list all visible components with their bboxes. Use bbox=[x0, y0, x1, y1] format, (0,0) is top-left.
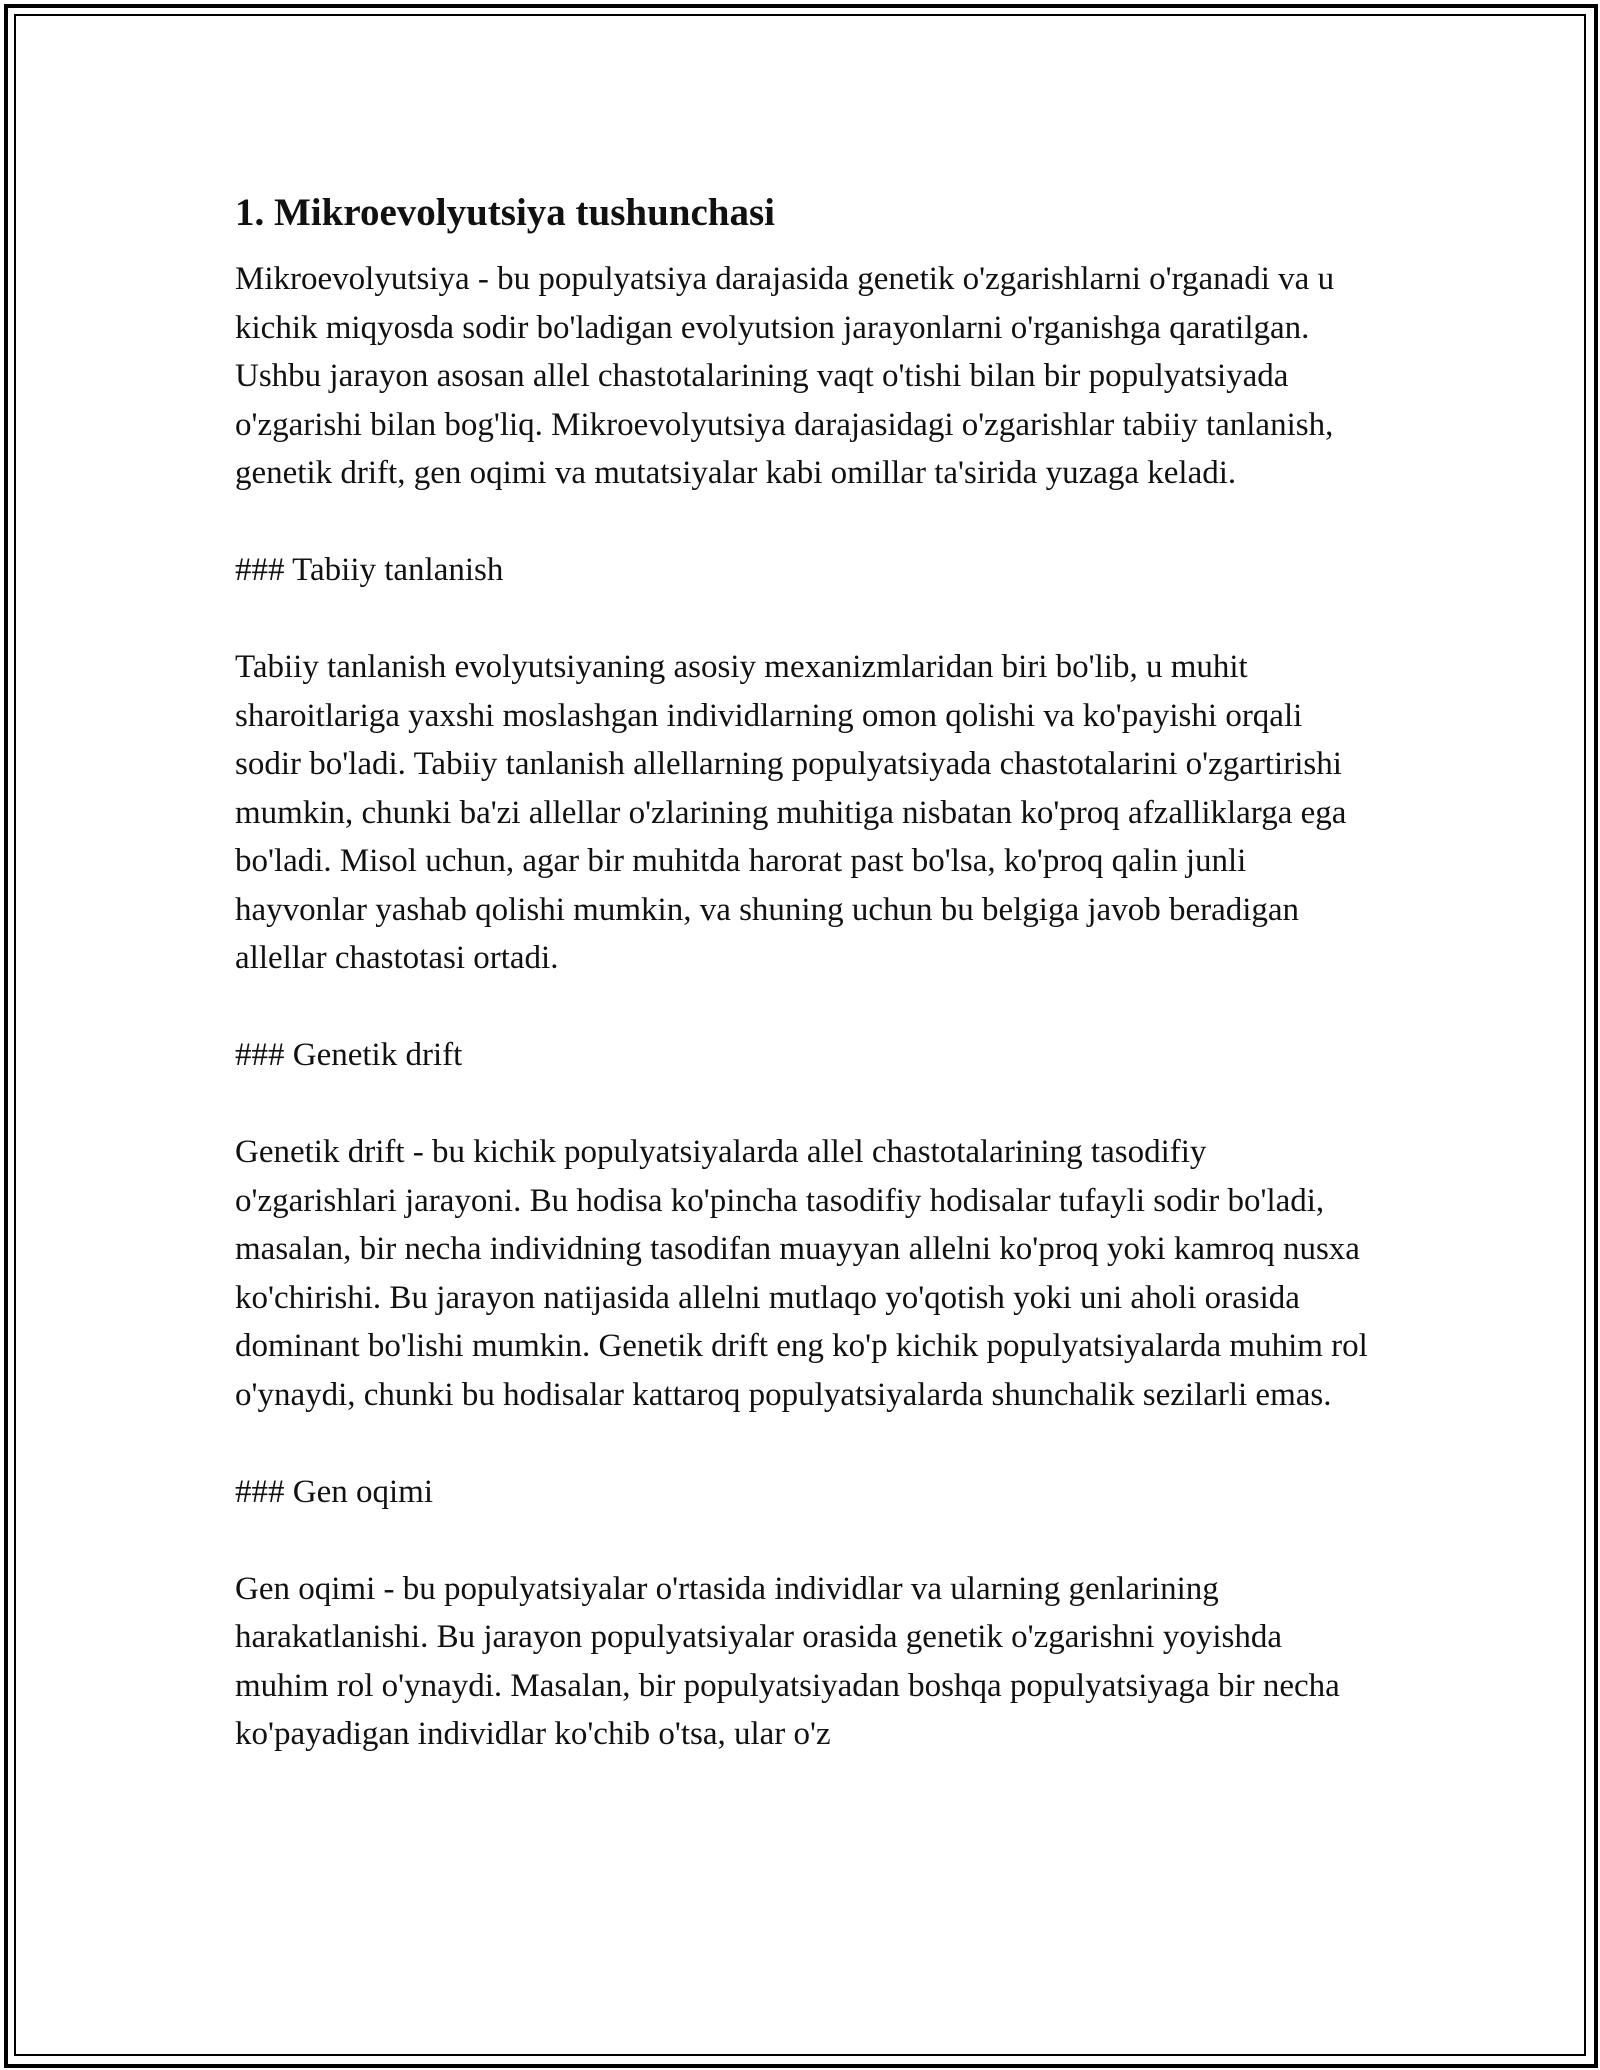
section-paragraph-tabiiy-tanlanish: Tabiiy tanlanish evolyutsiyaning asosiy mexanizmlaridan biri bo'lib, u muhit sharoitlariga yaxshi moslashgan individlarning omon qolishi va ko'payishi orqali sodir bo'ladi. Tabiiy tanlanish allellarning populyatsiyada chastotalarini o'zgartirishi mumkin, chunki ba'zi allellar o'zlarining muhitiga nisbatan ko'proq afzalliklarga ega bo'ladi. Misol uchun, agar bir muhitda harorat past bo'lsa, ko'proq qalin junli hayvonlar yashab qolishi mumkin, va shuning uchun bu belgiga javob beradigan allellar chastotasi ortadi. bbox=[235, 649, 1347, 976]
section-heading-gen-oqimi: ### Gen oqimi bbox=[235, 1473, 433, 1510]
document-body bbox=[235, 185, 1375, 1807]
section-heading-genetik-drift: ### Genetik drift bbox=[235, 1037, 463, 1073]
intro-paragraph: Mikroevolyutsiya - bu populyatsiya darajasida genetik o'zgarishlarni o'rganadi va u kichik miqyosda sodir bo'ladigan evolyutsion jarayonlarni o'rganishga qaratilgan. Ushbu jarayon asosan allel chastotalarining vaqt o'tishi bilan bir populyatsiyada o'zgarishi bilan bog'liq. Mikroevolyutsiya darajasidagi o'zgarishlar tabiiy tanlanish, genetik drift, gen oqimi va mutatsiyalar kabi omillar ta'sirida yuzaga keladi. bbox=[235, 261, 1335, 491]
section-paragraph-gen-oqimi: Gen oqimi - bu populyatsiyalar o'rtasida individlar va ularning genlarining harakatlanishi. Bu jarayon populyatsiyalar orasida genetik o'zgarishni yoyishda muhim rol o'ynaydi. Masalan, bir populyatsiyadan boshqa populyatsiyaga bir necha ko'payadigan individlar ko'chib o'tsa, ular o'z bbox=[235, 1570, 1340, 1752]
document-title: 1. Mikroevolyutsiya tushunchasi bbox=[235, 191, 775, 234]
section-heading-tabiiy-tanlanish: ### Tabiiy tanlanish bbox=[235, 552, 504, 588]
section-paragraph-genetik-drift: Genetik drift - bu kichik populyatsiyalarda allel chastotalarining tasodifiy o'zgarishlari jarayoni. Bu hodisa ko'pincha tasodifiy hodisalar tufayli sodir bo'ladi, masalan, bir necha individning tasodifan muayyan allelni ko'proq yoki kamroq nusxa ko'chirishi. Bu jarayon natijasida allelni mutlaqo yo'qotish yoki uni aholi orasida dominant bo'lishi mumkin. Genetik drift eng ko'p kichik populyatsiyalarda muhim rol o'ynaydi, chunki bu hodisalar kattaroq populyatsiyalarda shunchalik sezilarli emas. bbox=[235, 1134, 1368, 1413]
